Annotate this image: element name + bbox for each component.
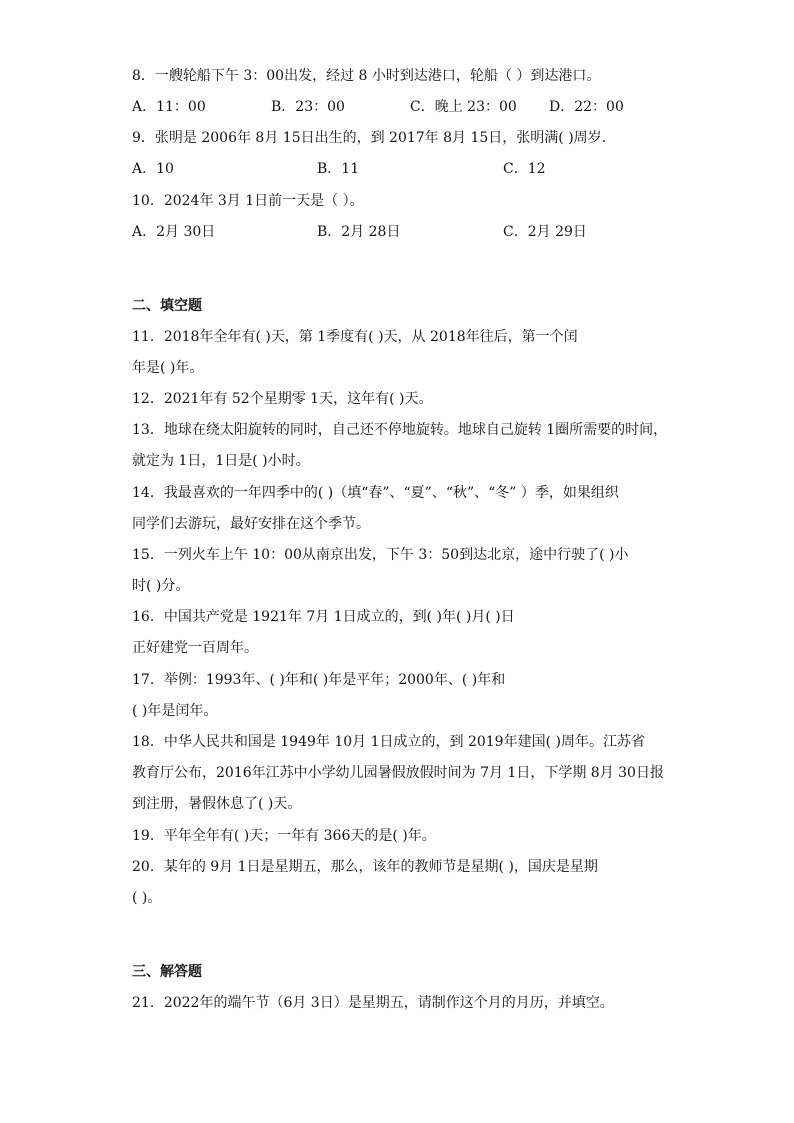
question-17-line-1: 17．举例：1993年、( )年和( )年是平年；2000年、( )年和 xyxy=(132,672,506,688)
question-17-line-2: ( )年是闰年。 xyxy=(132,703,218,719)
question-18-line-2: 教育厅公布，2016年江苏中小学幼儿园暑假放假时间为 7月 1日，下学期 8月 30日报 xyxy=(132,765,664,781)
question-13-line-1: 13．地球在绕太阳旋转的同时，自己还不停地旋转。地球自己旋转 1圈所需要的时间， xyxy=(132,422,668,438)
section-fill-in-title: 二、填空题 xyxy=(132,298,202,314)
option-10-a[interactable]: A．2月 30日 xyxy=(132,224,216,240)
option-10-c[interactable]: C．2月 29日 xyxy=(503,224,587,240)
question-20-line-1: 20．某年的 9月 1日是星期五，那么，该年的教师节是星期( )，国庆是星期 xyxy=(132,859,598,875)
question-20-line-2: ( )。 xyxy=(132,890,162,906)
option-8-b[interactable]: B．23：00 xyxy=(271,99,345,115)
option-8-a[interactable]: A．11：00 xyxy=(132,99,206,115)
question-8-stem: 8．一艘轮船下午 3：00出发，经过 8 小时到达港口，轮船（ ）到达港口。 xyxy=(132,68,601,84)
question-14-line-1: 14．我最喜欢的一年四季中的( )（填“春”、“夏”、“秋”、“冬” ）季，如果组织 xyxy=(132,485,619,501)
question-11-line-2: 年是( )年。 xyxy=(132,360,204,376)
option-9-c[interactable]: C．12 xyxy=(503,161,546,177)
option-8-d[interactable]: D．22：00 xyxy=(549,99,624,115)
option-8-c[interactable]: C．晚上 23：00 xyxy=(410,99,517,115)
question-10-stem: 10．2024年 3月 1日前一天是（ ）。 xyxy=(132,193,364,209)
question-18-line-3: 到注册，暑假休息了( )天。 xyxy=(132,796,302,812)
question-11-line-1: 11．2018年全年有( )天，第 1季度有( )天，从 2018年往后，第一个闰 xyxy=(132,329,578,345)
question-15-line-2: 时( )分。 xyxy=(132,578,190,594)
question-16-line-2: 正好建党一百周年。 xyxy=(132,640,258,656)
question-19-line-1: 19．平年全年有( )天；一年有 366天的是( )年。 xyxy=(132,828,436,844)
option-10-b[interactable]: B．2月 28日 xyxy=(317,224,401,240)
question-21-line-1: 21．2022年的端午节（6月 3日）是星期五，请制作这个月的月历，并填空。 xyxy=(132,995,614,1011)
section-answer-title: 三、解答题 xyxy=(132,964,202,980)
question-13-line-2: 就定为 1日，1日是( )小时。 xyxy=(132,453,310,469)
option-9-a[interactable]: A．10 xyxy=(132,161,174,177)
question-16-line-1: 16．中国共产党是 1921年 7月 1日成立的，到( )年( )月( )日 xyxy=(132,609,515,625)
question-9-stem: 9．张明是 2006年 8月 15日出生的，到 2017年 8月 15日，张明满( )周岁． xyxy=(132,130,616,146)
option-9-b[interactable]: B．11 xyxy=(317,161,360,177)
question-18-line-1: 18．中华人民共和国是 1949年 10月 1日成立的，到 2019年建国( )周年。江苏省 xyxy=(132,734,645,750)
question-15-line-1: 15．一列火车上午 10：00从南京出发，下午 3：50到达北京，途中行驶了( )小 xyxy=(132,547,629,563)
question-14-line-2: 同学们去游玩，最好安排在这个季节。 xyxy=(132,516,370,532)
question-12-line-1: 12．2021年有 52个星期零 1天，这年有( )天。 xyxy=(132,391,433,407)
